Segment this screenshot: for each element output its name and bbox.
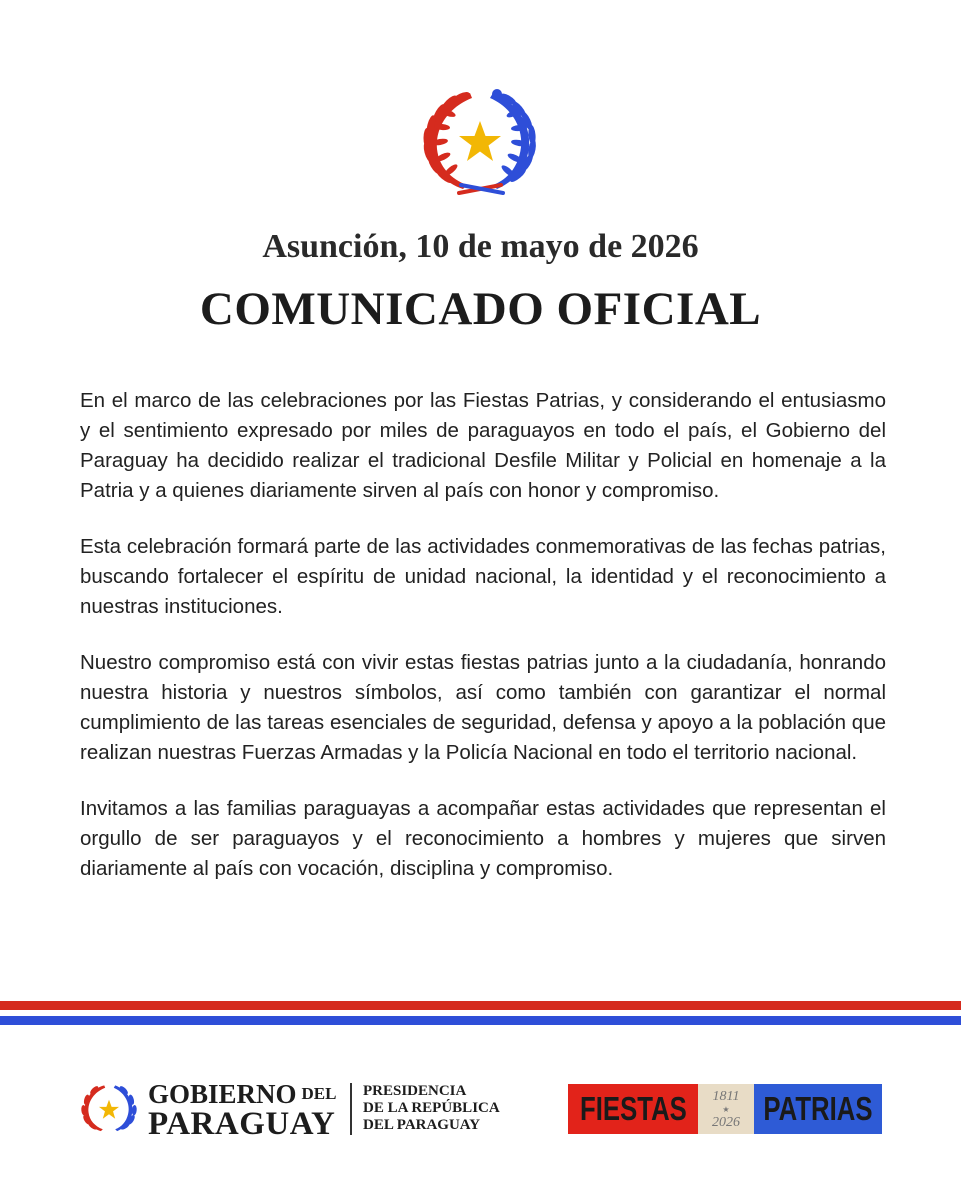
presidencia-wordmark	[363, 1083, 500, 1134]
paragraph-3: Nuestro compromiso está con vivir estas fiestas patrias junto a la ciudadanía, honrando nuestra historia y nuestros símbolos, así como también con garantizar el normal cumplimiento de las tareas esenciales de seguridad, defensa y apoyo a la población que realizan nuestras Fuerzas Armadas y la Policía Nacional en todo el territorio nacional.	[80, 651, 886, 764]
date-line: Asunción, 10 de mayo de 2026	[262, 228, 699, 265]
years-box	[698, 1084, 754, 1134]
paragraph-4: Invitamos a las familias paraguayas a acompañar estas actividades que representan el orgullo de ser paraguayos y el reconocimiento a hombres y mujeres que sirven diariamente al país con vocación, disciplina y compromiso.	[80, 797, 886, 880]
star-wreath-emblem-icon	[78, 1080, 140, 1138]
fiestas-label-box	[568, 1084, 698, 1134]
presidencia-line-1: PRESIDENCIA	[363, 1083, 467, 1099]
red-stripe	[0, 1001, 961, 1010]
gov-line1-main: GOBIERNO	[148, 1079, 297, 1109]
year-start: 1811	[712, 1088, 740, 1104]
presidencia-line-3: DEL PARAGUAY	[363, 1117, 481, 1133]
flag-stripes	[0, 1001, 961, 1025]
year-end: 2026	[712, 1114, 740, 1130]
fiestas-label: FIESTAS	[579, 1090, 687, 1127]
patrias-label-box	[754, 1084, 882, 1134]
gov-line1-small: DEL	[301, 1084, 337, 1103]
gov-line2: PARAGUAY	[148, 1106, 336, 1142]
blue-stripe	[0, 1016, 961, 1025]
star-wreath-emblem-icon	[415, 85, 545, 200]
presidencia-line-2: DE LA REPÚBLICA	[363, 1100, 500, 1116]
paragraph-2: Esta celebración formará parte de las actividades conmemorativas de las fechas patrias, buscando fortalecer el espíritu de unidad nacional, la identidad y el reconocimiento a nuestras instituciones.	[80, 535, 886, 618]
page-title: COMUNICADO OFICIAL	[199, 283, 762, 335]
fiestas-patrias-logo	[568, 1084, 882, 1134]
gobierno-del-paraguay-wordmark	[148, 1079, 337, 1142]
patrias-label: PATRIAS	[763, 1090, 873, 1127]
footer-divider	[350, 1083, 352, 1135]
paragraph-1: En el marco de las celebraciones por las Fiestas Patrias, y considerando el entusiasmo y el sentimiento expresado por miles de paraguayos en todo el país, el Gobierno del Paraguay ha decidido realizar el tradicional Desfile Militar y Policial en homenaje a la Patria y a quienes diariamente sirven al país con honor y compromiso.	[80, 389, 886, 502]
star-separator-icon: ★	[722, 1104, 730, 1114]
communique-body	[80, 386, 886, 910]
